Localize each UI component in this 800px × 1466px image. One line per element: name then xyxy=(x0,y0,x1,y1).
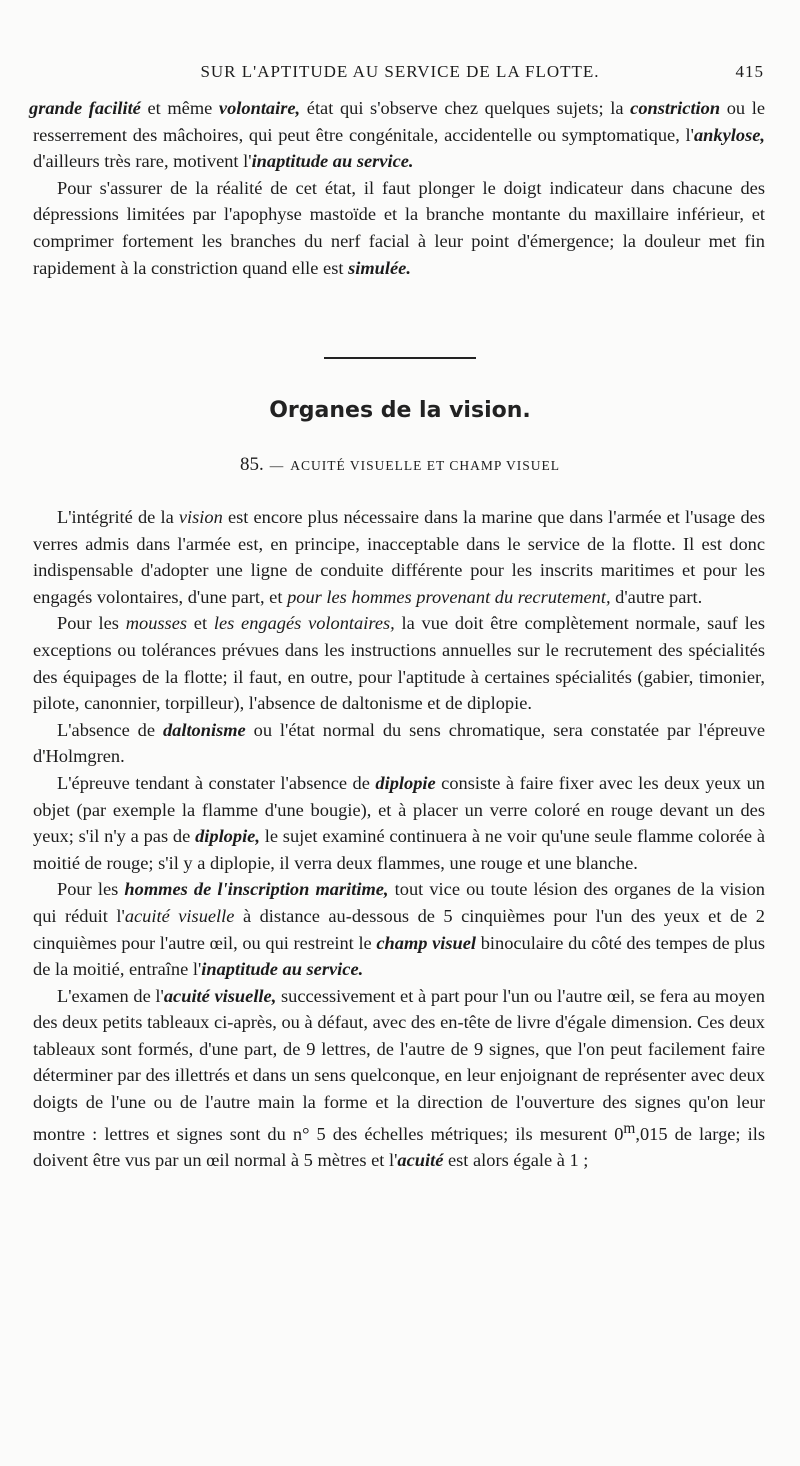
subsection-heading xyxy=(0,454,800,476)
section-divider xyxy=(324,357,476,359)
subsection-dash: — xyxy=(269,458,285,473)
running-title: SUR L'APTITUDE AU SERVICE DE LA FLOTTE. xyxy=(200,62,600,81)
paragraph-acuite-examen: L'examen de l'acuité visuelle, successivement et à part pour l'un ou l'autre œil, se fera au moyen des deux petits tableaux ci-après, ou à défaut, avec des en-tête de livre d'égale dimension. Ces deux tableaux sont formés, d'une part, de 9 lettres, de l'autre de 9 signes, que l'on peut facilement faire déterminer par des illettrés et dans un sens quelconque, en leur enjoignant de représenter avec deux doigts de l'une ou de l'autre main la forme et la direction de l'ouverture des signes qu'on leur montre : lettres et signes sont du n° 5 des échelles métriques; ils mesurent 0$^m$,015 de large; ils doivent être vus par un œil normal à 5 mètres et l'acuité est alors égale à 1 ; xyxy=(33,985,765,1171)
paragraph-constriction-test: Pour s'assurer de la réalité de cet état, il faut plonger le doigt indicateur dans chacune des dépressions limitées par l'apophyse mastoïde et la branche montante du maxillaire inférieur, et comprimer fortement les branches du nerf facial à leur point d'émergence; la douleur met fin rapidement à la constriction quand elle est simulée. xyxy=(33,177,765,278)
page-header xyxy=(36,62,764,90)
main-text-block xyxy=(33,504,765,1174)
section-heading: Organes de la vision. xyxy=(269,398,531,423)
paragraph-continuation: grande facilité et même volontaire, état qui s'observe chez quelques sujets; la constriction ou le resserrement des mâchoires, qui peut être congénitale, accidentelle ou symptomatique, l'ankylose, d'ailleurs très rare, motivent l'inaptitude au service. xyxy=(29,98,765,172)
paragraph-mousses: Pour les mousses et les engagés volontaires, la vue doit être complètement normale, sauf les exceptions ou tolérances prévues dans les instructions annuelles sur le recrutement des spécialités des équipages de la flotte; il faut, en outre, pour l'aptitude à certaines spécialités (gabier, timonier, pilote, canonnier, torpilleur), l'absence de daltonisme et de diplopie. xyxy=(33,613,765,714)
paragraph-daltonisme: L'absence de daltonisme ou l'état normal du sens chromatique, sera constatée par l'épreuve d'Holmgren. xyxy=(33,719,765,767)
top-text-block xyxy=(29,95,765,281)
page-number: 415 xyxy=(735,62,764,81)
paragraph-vision-integrity: L'intégrité de la vision est encore plus nécessaire dans la marine que dans l'armée et l'usage des verres admis dans l'armée est, en principe, inacceptable dans le service de la flotte. Il est donc indispensable d'adopter une ligne de conduite différente pour les inscrits maritimes et pour les engagés volontaires, d'une part, et pour les hommes provenant du recrutement, d'autre part. xyxy=(33,507,765,607)
subsection-title: ACUITÉ VISUELLE ET CHAMP VISUEL xyxy=(290,458,560,473)
paragraph-diplopie: L'épreuve tendant à constater l'absence de diplopie consiste à faire fixer avec les deux yeux un objet (par exemple la flamme d'une bougie), et à placer un verre coloré en rouge devant un des yeux; s'il n'y a pas de diplopie, le sujet examiné continuera à ne voir qu'une seule flamme colorée à moitié de rouge; s'il y a diplopie, il verra deux flammes, une rouge et une blanche. xyxy=(33,772,766,873)
subsection-number: 85. xyxy=(240,454,264,475)
paragraph-inscription-maritime: Pour les hommes de l'inscription maritime, tout vice ou toute lésion des organes de la vision qui réduit l'acuité visuelle à distance au-dessous de 5 cinquièmes pour l'un des yeux et de 2 cinquièmes pour l'autre œil, ou qui restreint le champ visuel binoculaire du côté des tempes de plus de la moitié, entraîne l'inaptitude au service. xyxy=(33,879,766,980)
